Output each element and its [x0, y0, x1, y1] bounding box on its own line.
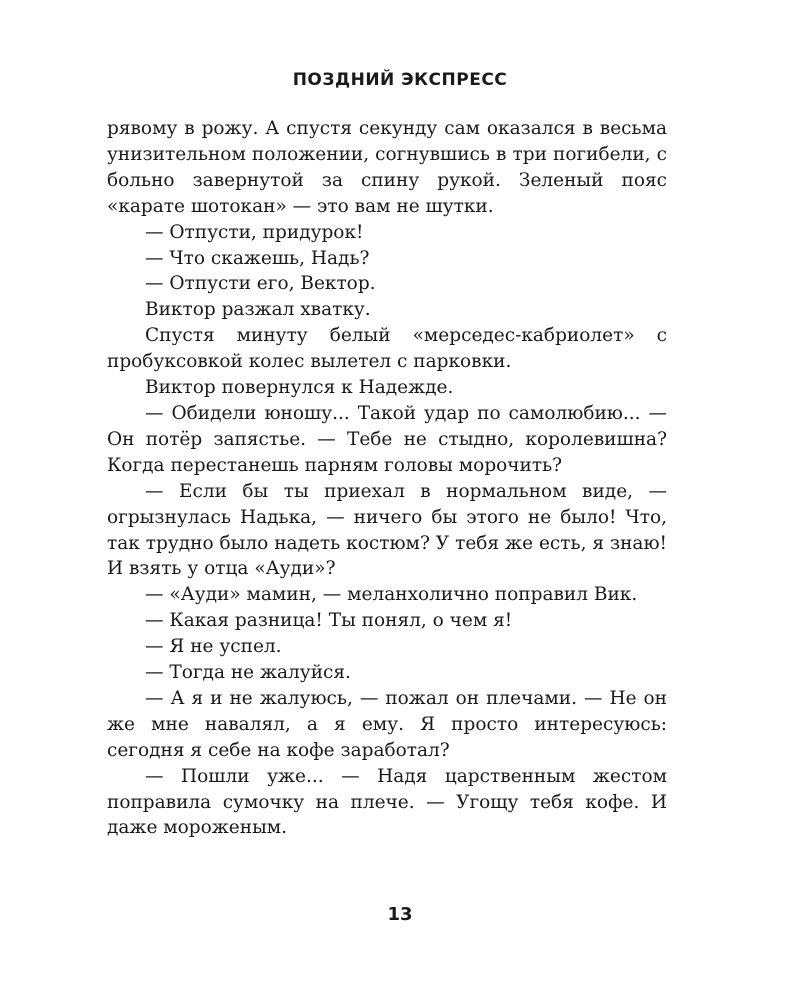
paragraph: Виктор разжал хватку. — [145, 299, 371, 321]
body-text — [107, 116, 667, 841]
paragraph: — Что скажешь, Надь? — [145, 247, 370, 269]
paragraph: — Отпусти его, Вектор. — [145, 273, 376, 295]
paragraph: — Я не успел. — [145, 636, 282, 658]
page-number: 13 — [387, 904, 413, 925]
paragraph: — Пошли уже... — Надя царственным жестом поправила сумочку на плече. — Угощу тебя кофе. И даже мороженым. — [107, 765, 667, 839]
running-head: ПОЗДНИЙ ЭКСПРЕСС — [292, 70, 508, 90]
paragraph: — Обидели юношу... Такой удар по самолюбию... — Он потёр запястье. — Тебе не стыдно, королевишна? Когда перестанешь парням головы морочить? — [107, 402, 667, 476]
paragraph: — А я и не жалуюсь, — пожал он плечами. — Не он же мне навалял, а я ему. Я просто интересуюсь: сегодня я себе на кофе заработал? — [107, 687, 667, 761]
paragraph: Виктор повернулся к Надежде. — [145, 377, 454, 399]
paragraph: — Если бы ты приехал в нормальном виде, — огрызнулась Надька, — ничего бы этого не было! Что, так трудно было надеть костюм? У тебя же есть, я знаю! И взять у отца «Ауди»? — [107, 480, 667, 580]
paragraph: Спустя минуту белый «мерседес-кабриолет» с пробуксовкой колес вылетел с парковки. — [107, 325, 667, 373]
paragraph: — «Ауди» мамин, — меланхолично поправил Вик. — [145, 584, 638, 606]
paragraph: рявому в рожу. А спустя секунду сам оказался в весьма унизительном положении, согнувшись в три погибели, с больно завернутой за спину рукой. Зеленый пояс «карате шотокан» — это вам не шутки. — [107, 118, 667, 217]
paragraph: — Какая разница! Ты понял, о чем я! — [145, 610, 513, 632]
paragraph: — Тогда не жалуйся. — [145, 662, 351, 684]
paragraph: — Отпусти, придурок! — [145, 221, 364, 243]
